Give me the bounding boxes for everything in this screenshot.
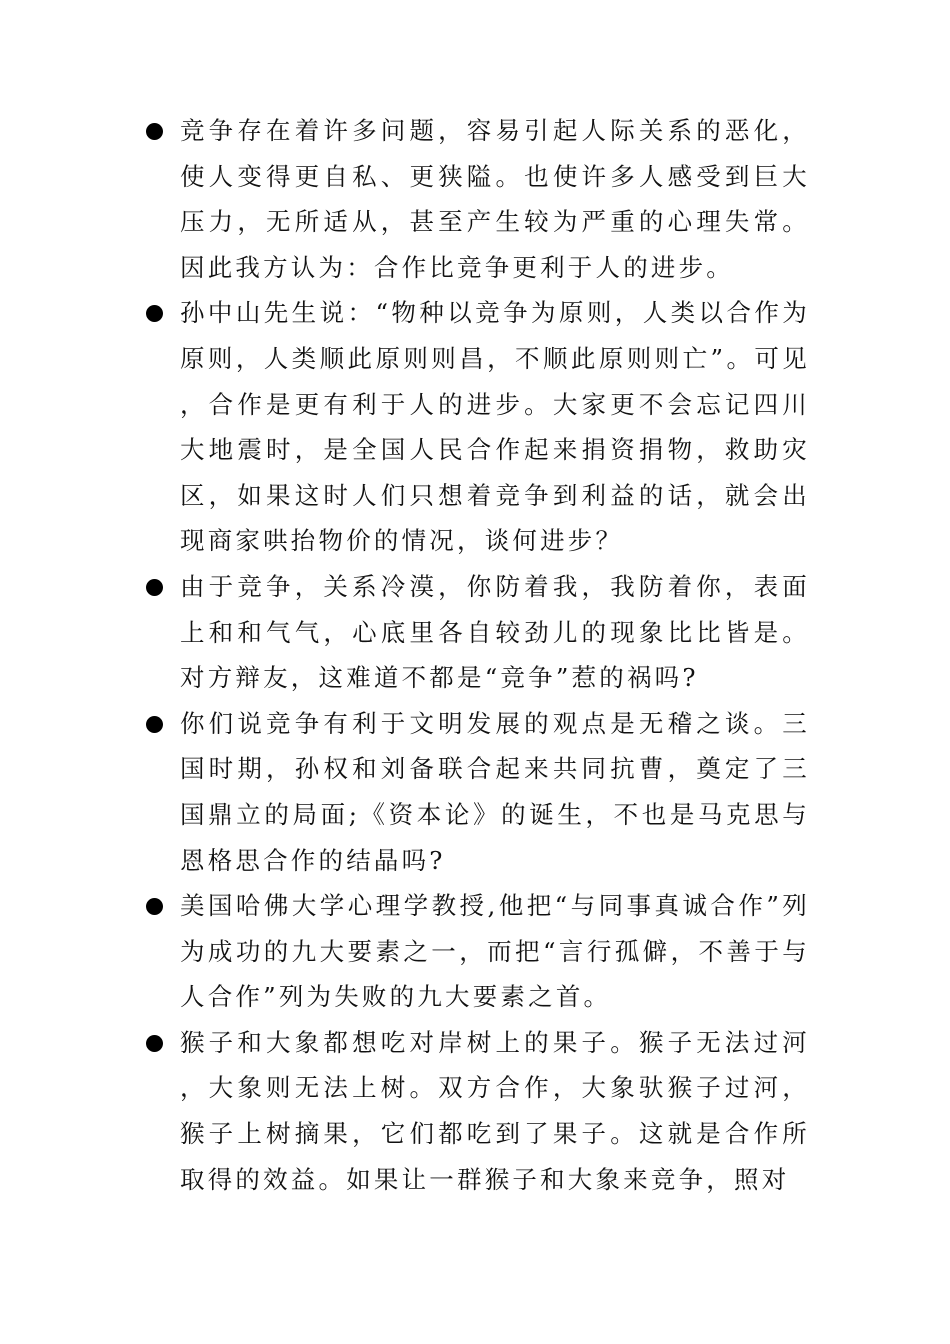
- list-item: [140, 701, 820, 883]
- bullet-icon: [146, 579, 163, 596]
- list-item: [140, 290, 820, 564]
- list-item-text: 由于竞争，关系冷漠，你防着我，我防着你，表面上和和气气，心底里各自较劲儿的现象比比皆是。对方辩友，这难道不都是“竞争”惹的祸吗?: [180, 571, 810, 693]
- bullet-icon: [146, 898, 163, 915]
- argument-list: [140, 108, 820, 1202]
- list-item-text: 猴子和大象都想吃对岸树上的果子。猴子无法过河，大象则无法上树。双方合作，大象驮猴子过河，猴子上树摘果，它们都吃到了果子。这就是合作所取得的效益。如果让一群猴子和大象来竞争，照对: [180, 1027, 810, 1194]
- list-item: [140, 1020, 820, 1202]
- list-item: [140, 883, 820, 1020]
- bullet-icon: [146, 716, 163, 733]
- list-item-text: 竞争存在着许多问题，容易引起人际关系的恶化，使人变得更自私、更狭隘。也使许多人感受到巨大压力，无所适从，甚至产生较为严重的心理失常。因此我方认为：合作比竞争更利于人的进步。: [180, 116, 810, 282]
- list-item-text: 美国哈佛大学心理学教授,他把“与同事真诚合作”列为成功的九大要素之一，而把“言行孤僻，不善于与人合作”列为失败的九大要素之首。: [180, 891, 810, 1012]
- bullet-icon: [146, 305, 163, 322]
- list-item: [140, 564, 820, 701]
- bullet-icon: [146, 123, 163, 140]
- bullet-icon: [146, 1035, 163, 1052]
- list-item: [140, 108, 820, 290]
- list-item-text: 孙中山先生说：“物种以竞争为原则，人类以合作为原则，人类顺此原则则昌，不顺此原则则亡”。可见，合作是更有利于人的进步。大家更不会忘记四川大地震时，是全国人民合作起来捐资捐物，救助灾区，如果这时人们只想着竞争到利益的话，就会出现商家哄抬物价的情况，谈何进步？: [180, 298, 810, 556]
- list-item-text: 你们说竞争有利于文明发展的观点是无稽之谈。三国时期，孙权和刘备联合起来共同抗曹，奠定了三国鼎立的局面;《资本论》的诞生，不也是马克思与恩格思合作的结晶吗?: [180, 708, 810, 875]
